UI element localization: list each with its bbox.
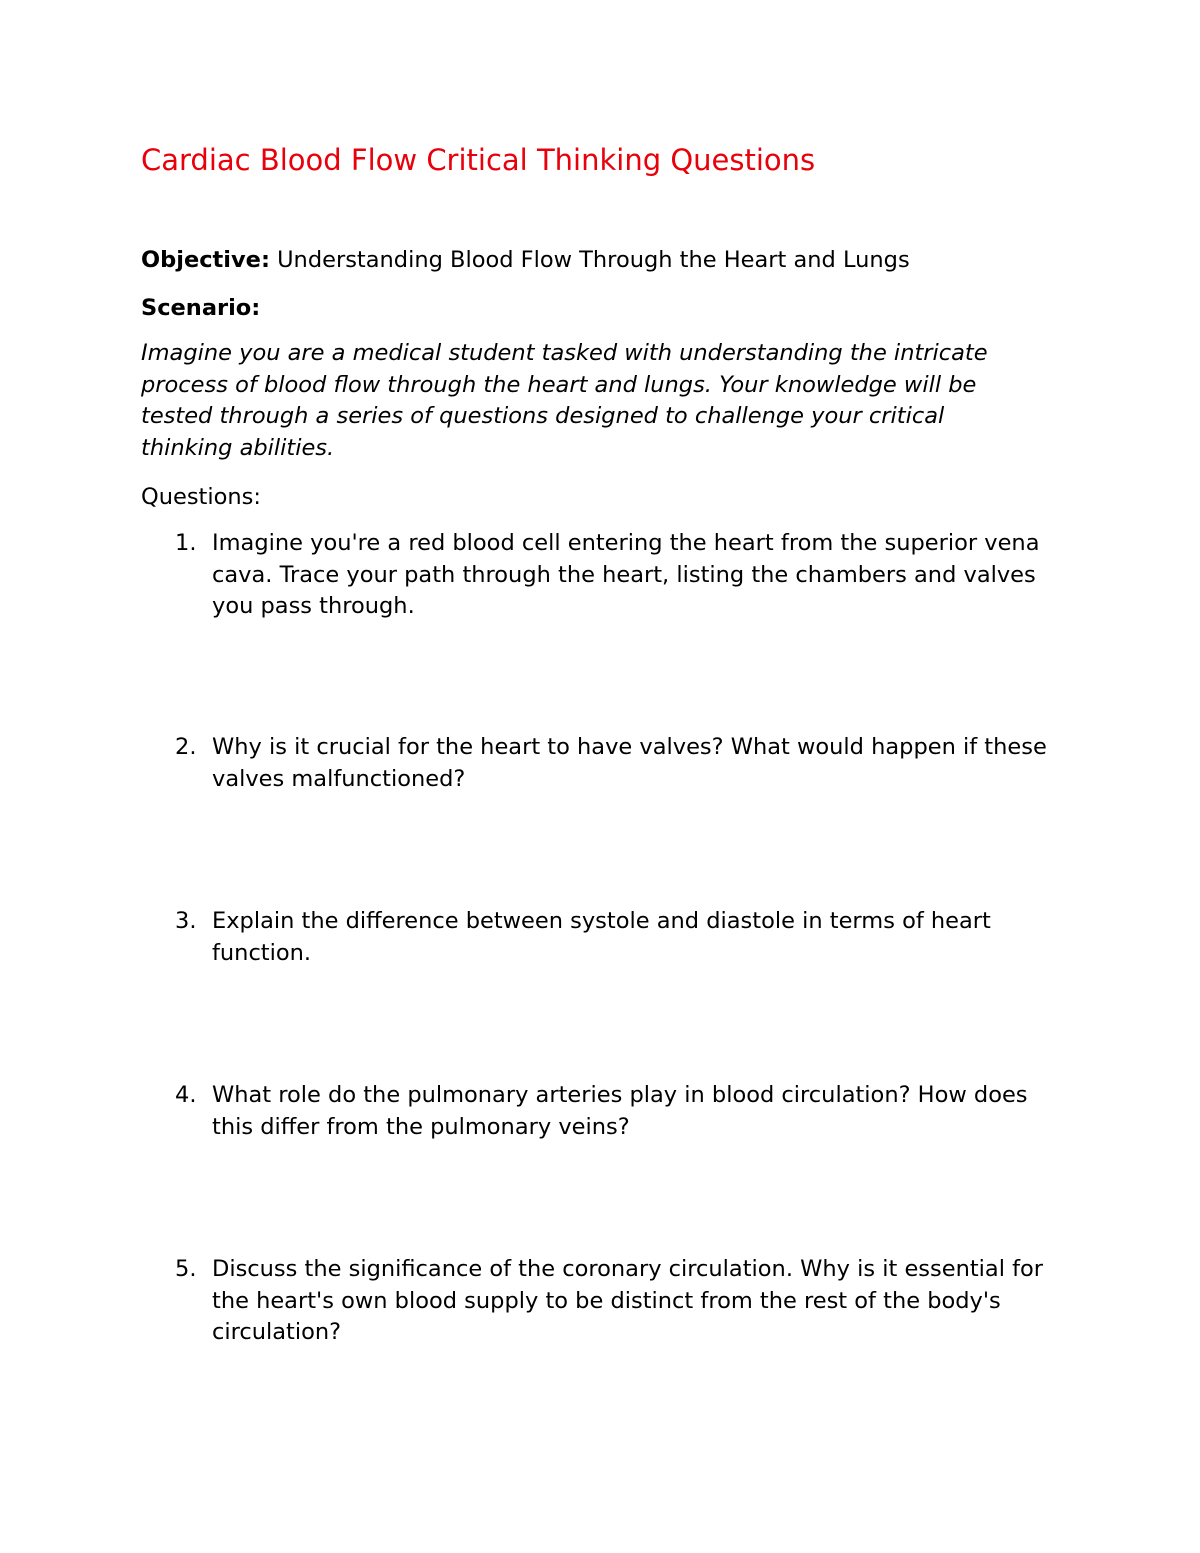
question-text: Discuss the significance of the coronary circulation. Why is it essential for the heart's own blood supply to be distinct from the rest of the body's circulation? <box>212 1256 1044 1346</box>
questions-label: Questions: <box>141 484 261 510</box>
question-number: 5. <box>175 1256 197 1282</box>
question-text: Imagine you're a red blood cell entering the heart from the superior vena cava. Trace your path through the heart, listing the chambers and valves you pass through. <box>212 530 1040 620</box>
question-item <box>141 1080 1071 1143</box>
question-number: 4. <box>175 1082 197 1108</box>
question-item <box>141 906 1071 969</box>
question-item <box>141 528 1071 623</box>
question-text: What role do the pulmonary arteries play in blood circulation? How does this differ from the pulmonary veins? <box>212 1082 1028 1140</box>
question-item <box>141 1254 1071 1349</box>
question-text: Explain the difference between systole and diastole in terms of heart function. <box>212 908 991 966</box>
question-number: 3. <box>175 908 197 934</box>
question-item <box>141 732 1071 795</box>
scenario-text: Imagine you are a medical student tasked with understanding the intricate process of blood flow through the heart and lungs. Your knowledge will be tested through a series of questions designed to challenge your critical thinking abilities. <box>141 340 988 461</box>
objective-label: Objective: <box>141 247 270 273</box>
objective-text: Understanding Blood Flow Through the Heart and Lungs <box>269 247 910 273</box>
question-text: Why is it crucial for the heart to have valves? What would happen if these valves malfunctioned? <box>212 734 1047 792</box>
document-title: Cardiac Blood Flow Critical Thinking Questions <box>141 143 816 177</box>
objective-line <box>141 242 910 278</box>
question-number: 1. <box>175 530 197 556</box>
scenario-label: Scenario: <box>141 295 261 321</box>
question-number: 2. <box>175 734 197 760</box>
